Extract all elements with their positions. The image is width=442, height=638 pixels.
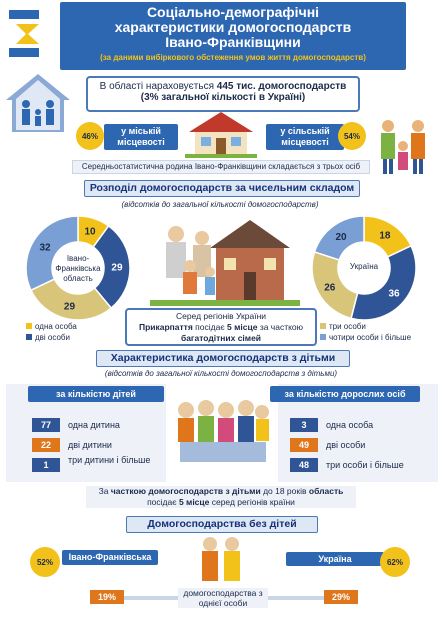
children-count-title: за кількістю дітей <box>28 386 164 402</box>
child-row-1-value: 77 <box>32 418 60 432</box>
family-icon <box>372 116 438 176</box>
rural-label: у сільській місцевості <box>266 124 344 150</box>
ukraine-slice-label-2: 36 <box>388 288 400 300</box>
legend-item-two-persons: дві особи <box>26 332 77 343</box>
family-with-house-illustration <box>150 214 300 306</box>
summary-count: 445 тис. домогосподарств <box>216 81 347 92</box>
ranking-text: посідає <box>192 322 228 332</box>
donut-center-ukraine: Україна <box>349 262 379 271</box>
page-title-line2: характеристики домогосподарств <box>114 19 352 35</box>
childless-right-percent: 62% <box>380 547 410 577</box>
ivano-slice-label-3: 29 <box>63 301 76 313</box>
children-section-note: (відсотків до загальної кількості домогосподарств з дітьми) <box>104 369 338 378</box>
ivano-slice-label-2: 29 <box>111 262 123 274</box>
child-row-3-label: три дитини і більше <box>62 455 154 465</box>
adult-row-2-value: 49 <box>290 438 318 452</box>
children-section-heading: Характеристика домогосподарств з дітьми <box>96 350 350 367</box>
adults-count-title: за кількістю дорослих осіб <box>270 386 420 402</box>
adult-row-1-value: 3 <box>290 418 318 432</box>
ivano-slice-label-4: 32 <box>39 242 51 254</box>
legend-left <box>26 321 77 343</box>
ukraine-slice-2 <box>351 246 416 320</box>
ranking-place: 5 місце <box>227 322 258 332</box>
single-person-label: домогосподарства з однієї особи <box>178 588 268 608</box>
legend-item-three-persons: три особи <box>320 321 411 332</box>
child-row-1-label: одна дитина <box>62 418 154 432</box>
ranking-box <box>125 308 317 346</box>
children-ranking-note: За часткою домогосподарств з дітьми до 18 років область посідає 5 місце серед регіонів країни <box>86 486 356 508</box>
legend-item-one-person: одна особа <box>26 321 77 332</box>
adult-row-3-label: три особи і більше <box>320 458 412 472</box>
size-section-heading: Розподіл домогосподарств за чисельним складом <box>84 180 360 197</box>
ukraine-slice-label-1: 18 <box>379 230 391 242</box>
page-header <box>60 2 406 70</box>
single-person-right-value: 29% <box>324 590 358 604</box>
childless-left-label: Івано-Франківська <box>62 550 158 565</box>
legend-right <box>320 321 411 343</box>
arrow-right <box>268 596 324 600</box>
adult-row-2-label: дві особи <box>320 438 412 452</box>
childless-section-heading: Домогосподарства без дітей <box>126 516 318 533</box>
ukraine-slice-label-4: 20 <box>335 231 347 243</box>
urban-percent-badge: 46% <box>76 122 104 150</box>
page-subtitle: (за даними вибіркового обстеження умов життя домогосподарств) <box>100 53 366 62</box>
childless-right-label: Україна <box>286 552 384 566</box>
ranking-line1: Серед регіонів України <box>175 311 267 321</box>
legend-item-four-plus-persons: чотири особи і більше <box>320 332 411 343</box>
adult-row-3-value: 48 <box>290 458 318 472</box>
ranking-region: Прикарпаття <box>138 322 193 332</box>
summary-share: (3% загальної кількості в Україні) <box>140 92 306 103</box>
child-row-2-value: 22 <box>32 438 60 452</box>
family-note: Середньостатистична родина Івано-Франківщини складається з трьох осіб <box>72 160 370 174</box>
rural-percent-badge: 54% <box>338 122 366 150</box>
ranking-text2: за часткою <box>257 322 304 332</box>
childless-left-percent: 52% <box>30 547 60 577</box>
donut-center-ivano: Івано-Франківська область <box>55 254 101 283</box>
village-house-icon <box>185 110 257 158</box>
ranking-category: багатодітних сімей <box>180 333 262 343</box>
child-row-2-label: дві дитини <box>62 438 154 452</box>
arrow-left <box>122 596 178 600</box>
summary-box <box>86 76 360 112</box>
page-title-line3: Івано-Франківщини <box>165 34 301 50</box>
adult-row-1-label: одна особа <box>320 418 412 432</box>
urban-label: у міській місцевості <box>104 124 178 150</box>
page-title-line1: Соціально-демографічні <box>146 4 320 20</box>
couple-illustration <box>192 536 252 586</box>
logo <box>6 6 56 61</box>
children-illustration <box>172 396 272 466</box>
summary-prefix: В області нараховується <box>99 81 217 92</box>
ukraine-slice-label-3: 26 <box>324 282 336 294</box>
ivano-slice-label-1: 10 <box>84 226 96 238</box>
size-section-note: (відсотків до загальної кількості домогосподарств) <box>121 200 319 209</box>
child-row-3-value: 1 <box>32 458 60 472</box>
family-house-icon <box>4 72 72 134</box>
single-person-left-value: 19% <box>90 590 124 604</box>
